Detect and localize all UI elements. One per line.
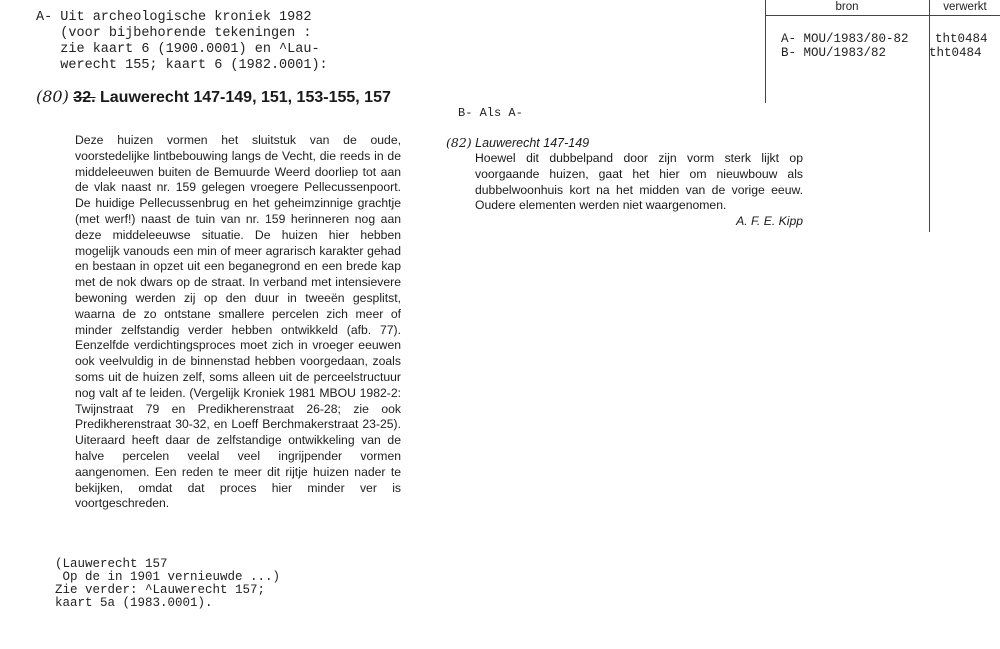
footer-note bbox=[55, 558, 375, 610]
entry-author: A. F. E. Kipp bbox=[736, 214, 803, 229]
header-bron: bron bbox=[835, 1, 859, 13]
source-table bbox=[765, 0, 1000, 232]
entry-heading bbox=[446, 135, 808, 151]
intro-line: zie kaart 6 (1900.0001) en ^Lau- bbox=[36, 42, 320, 57]
table-cell-bron: A- MOU/1983/80-82 bbox=[781, 32, 909, 46]
struck-number: 32. bbox=[73, 89, 96, 106]
table-cell-verwerkt: tht0484 bbox=[935, 32, 988, 46]
entry-block bbox=[446, 135, 808, 229]
intro-note bbox=[36, 10, 376, 74]
table-cell-verwerkt: tht0484 bbox=[929, 46, 982, 60]
footer-line: Op de in 1901 vernieuwde ...) bbox=[55, 570, 281, 584]
header-verwerkt: verwerkt bbox=[943, 1, 987, 13]
handwritten-number: (80) bbox=[36, 87, 69, 106]
article-heading bbox=[36, 87, 406, 107]
entry-title: Lauwerecht 147-149 bbox=[475, 136, 590, 150]
intro-line: A- Uit archeologische kroniek 1982 bbox=[36, 10, 312, 25]
footer-line: (Lauwerecht 157 bbox=[55, 557, 168, 571]
entry-body: Hoewel dit dubbelpand door zijn vorm sterk lijkt op voorgaande huizen, gaat het hier om nieuwbouw als dubbelwoonhuis kort na het midden van de vorige eeuw. Oudere elementen werden niet waargenomen. bbox=[475, 151, 803, 213]
article-title: Lauwerecht 147-149, 151, 153-155, 157 bbox=[100, 89, 391, 106]
table-divider bbox=[929, 0, 930, 232]
entry-hand-number: (82) bbox=[446, 135, 472, 150]
table-cell-bron: B- MOU/1983/82 bbox=[781, 46, 887, 60]
article-body: Deze huizen vormen het sluitstuk van de oude, voorstedelijke lintbebouwing langs de Vecht, die reeds in de middeleeuwen buiten de Bemuurde Weerd doorliep tot aan de vlak naast nr. 159 gelegen vroegere Pellecussenpoort. De huidige Pellecussenbrug en het geheimzinnige grachtje (met werf!) naast de tuin van nr. 159 herinneren nog aan deze middeleeuwse situatie. De huizen hier hebben mogelijk vanouds een min of meer agrarisch karakter gehad en bestaan in opzet uit een beganegrond en een brede kap met de nok dwars op de straat. In verband met intensievere bewoning werden zij op den duur in tweeën gesplitst, waarna de zo ontstane smallere percelen zich meer of minder zelfstandig verder hebben ontwikkeld (afb. 77). Eenzelfde verdichtingsproces moet zich in vroeger eeuwen ook veelvuldig in de binnenstad hebben voorgedaan, zoals soms uit de huizen zelf, soms alleen uit de perceelstructuur nog valt af te leiden. (Vergelijk Kroniek 1981 MBOU 1982-2: Twijnstraat 79 en Predikherenstraat 26-28; zie ook Predikherenstraat 30-32, en Loeff Berchmakerstraat 23-25). Uiteraard heeft daar de zelfstandige ontwikkeling van de halve percelen veelal veel ingrijpender vormen aangenomen. Een reden te meer dit rijtje huizen nader te bekijken, omdat dat proces hier minder ver is voortgeschreden. bbox=[75, 133, 401, 511]
b-note: B- Als A- bbox=[458, 106, 523, 120]
footer-line: kaart 5a (1983.0001). bbox=[55, 596, 213, 610]
intro-line: werecht 155; kaart 6 (1982.0001): bbox=[36, 58, 328, 73]
table-header-rule bbox=[765, 15, 1000, 16]
intro-line: (voor bijbehorende tekeningen : bbox=[36, 26, 312, 41]
footer-line: Zie verder: ^Lauwerecht 157; bbox=[55, 583, 266, 597]
